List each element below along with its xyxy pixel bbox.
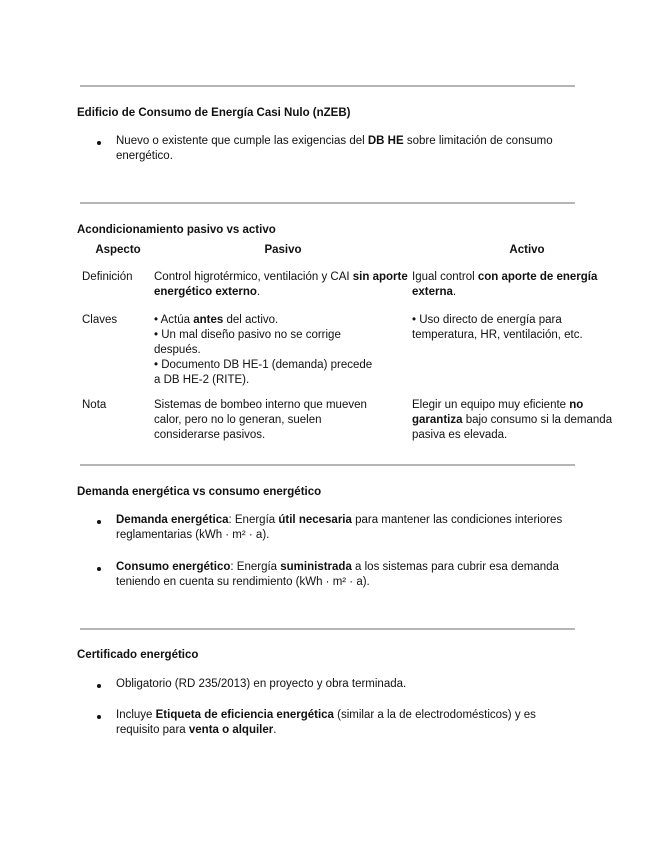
cell-claves-activo: • Uso directo de energía para temperatura, HR, ventilación, etc. xyxy=(412,314,583,341)
divider-4 xyxy=(80,628,575,630)
table-row xyxy=(77,394,642,443)
cell-nota-pasivo: Sistemas de bombeo interno que mueven calor, pero no lo generan, suelen considerarse pasivos. xyxy=(154,399,367,441)
demanda-bullet-1: Demanda energética: Energía útil necesaria para mantener las condiciones interiores reglamentarias (kWh · m² · a). xyxy=(116,514,563,541)
row-label-claves: Claves xyxy=(82,314,118,326)
section-title-pasivo-activo: Acondicionamiento pasivo vs activo xyxy=(77,224,276,236)
header-activo: Activo xyxy=(509,244,545,256)
header-pasivo: Pasivo xyxy=(264,244,302,256)
cell-claves-pasivo: • Actúa antes del activo. • Un mal diseño pasivo no se corrige después. • Documento DB HE-1 (demanda) precede a DB HE-2 (RITE). xyxy=(154,314,373,386)
cell-definicion-activo: Igual control con aporte de energía externa. xyxy=(412,271,598,298)
section-title-demanda: Demanda energética vs consumo energético xyxy=(77,486,322,498)
section-title-nzeb: Edificio de Consumo de Energía Casi Nulo (nZEB) xyxy=(77,107,351,119)
section-title-certificado: Certificado energético xyxy=(77,649,199,661)
demanda-bullet-2: Consumo energético: Energía suministrada a los sistemas para cubrir esa demanda teniendo en cuenta su rendimiento (kWh · m² · a). xyxy=(116,561,559,588)
table-header-row xyxy=(77,243,642,263)
cell-definicion-pasivo: Control higrotérmico, ventilación y CAI sin aporte energético externo. xyxy=(154,271,408,298)
table-row xyxy=(77,307,642,394)
certificado-bullet-2: Incluye Etiqueta de eficiencia energética (similar a la de electrodomésticos) y es requisito para venta o alquiler. xyxy=(116,709,536,736)
divider-3 xyxy=(80,464,575,466)
table-row xyxy=(77,263,642,307)
cell-nota-activo: Elegir un equipo muy eficiente no garantiza bajo consumo si la demanda pasiva es elevada. xyxy=(412,399,613,441)
divider-1 xyxy=(80,85,575,87)
nzeb-bullet-text: Nuevo o existente que cumple las exigencias del DB HE sobre limitación de consumo energético. xyxy=(116,135,553,162)
certificado-bullet-1: Obligatorio (RD 235/2013) en proyecto y obra terminada. xyxy=(116,678,407,690)
comparison-table xyxy=(77,243,642,443)
divider-2 xyxy=(80,202,575,204)
header-aspecto: Aspecto xyxy=(95,244,141,256)
row-label-nota: Nota xyxy=(82,399,107,411)
row-label-definicion: Definición xyxy=(82,271,133,283)
